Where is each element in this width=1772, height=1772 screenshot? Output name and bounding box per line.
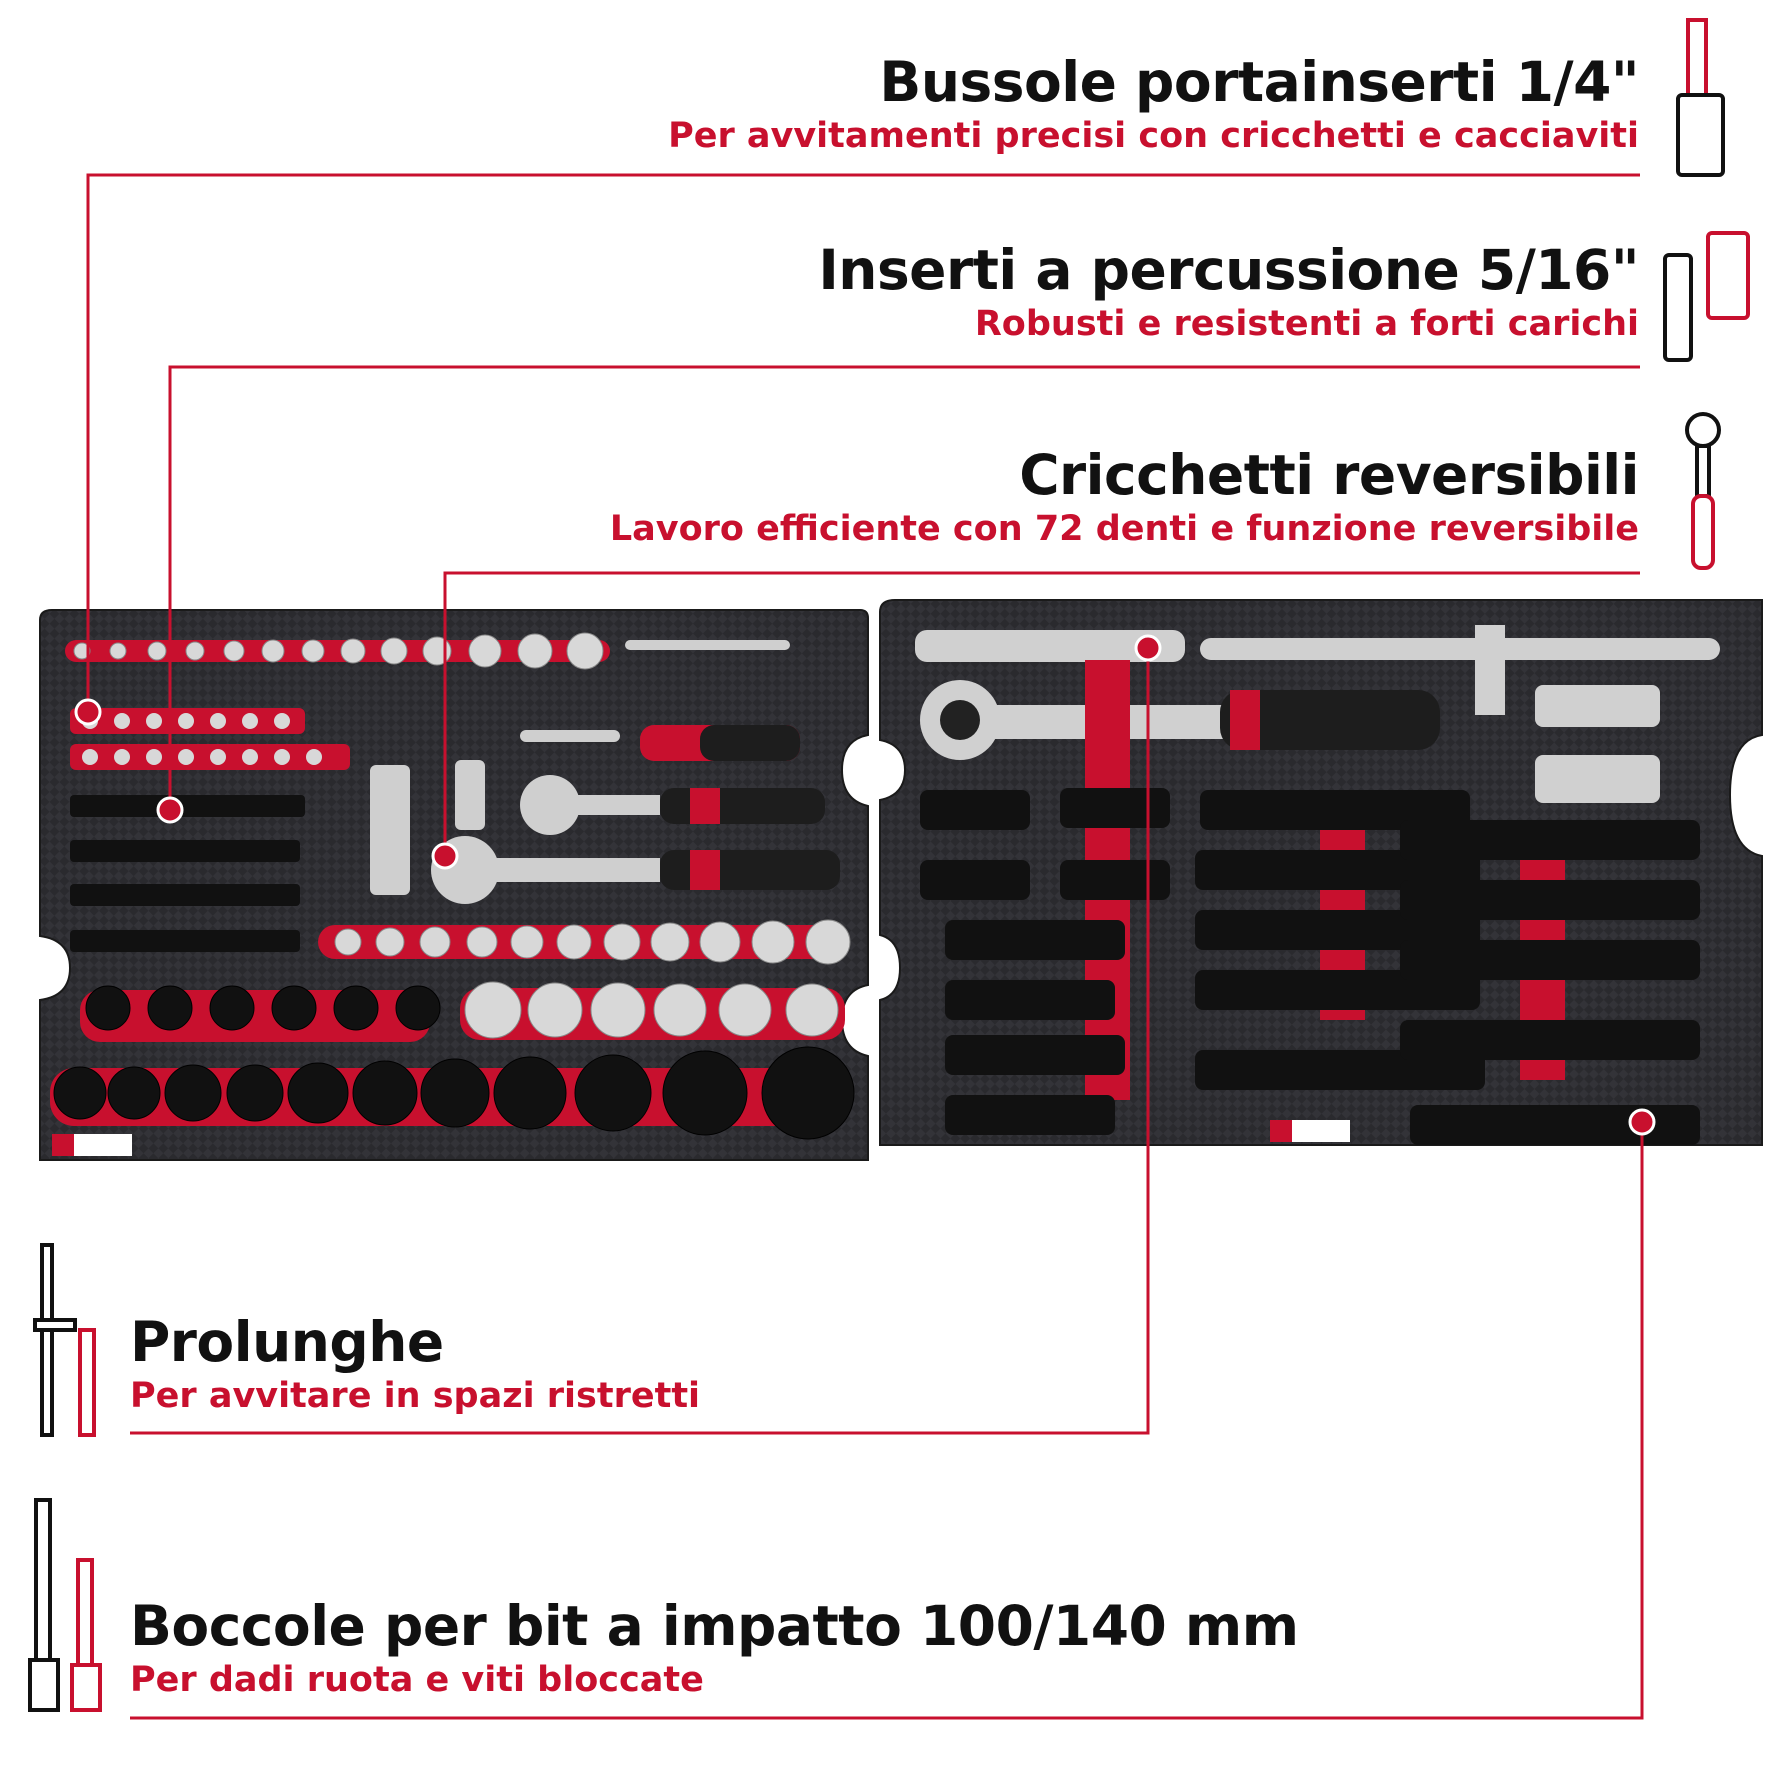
feature-subtitle: Robusti e resistenti a forti carichi — [974, 304, 1639, 344]
left-tray — [40, 610, 868, 1160]
feature-title: Boccole per bit a impatto 100/140 mm — [130, 1594, 1299, 1658]
callout-dot-4 — [1136, 636, 1160, 660]
feature-subtitle: Per dadi ruota e viti bloccate — [130, 1660, 704, 1700]
feature-impact-bit-sockets — [130, 1594, 1299, 1700]
feature-title: Inserti a percussione 5/16" — [818, 238, 1639, 302]
callout-dot-2 — [158, 798, 182, 822]
right-tray — [880, 600, 1762, 1145]
feature-subtitle: Per avvitamenti precisi con cricchetti e cacciaviti — [668, 116, 1639, 156]
bit-socket-icon — [1678, 20, 1723, 175]
feature-title: Cricchetti reversibili — [1019, 443, 1639, 507]
callout-dot-3 — [433, 844, 457, 868]
extension-icon — [35, 1245, 94, 1435]
ratchet-icon — [1687, 414, 1719, 568]
brand-logo-right: Einhell — [1296, 1121, 1346, 1138]
callout-dot-1 — [76, 700, 100, 724]
feature-title: Bussole portainserti 1/4" — [879, 50, 1639, 114]
feature-impact-bits — [818, 238, 1639, 344]
callout-dot-5 — [1630, 1110, 1654, 1134]
impact-bit-icon — [1665, 233, 1748, 360]
long-bit-socket-icon — [30, 1500, 100, 1710]
feature-bit-sockets — [668, 50, 1639, 156]
feature-subtitle: Per avvitare in spazi ristretti — [130, 1376, 701, 1416]
feature-extensions — [130, 1310, 700, 1416]
feature-ratchets — [610, 443, 1639, 549]
feature-subtitle: Lavoro efficiente con 72 denti e funzione reversibile — [609, 509, 1639, 549]
brand-logo-left: Einhell — [78, 1135, 128, 1152]
feature-title: Prolunghe — [130, 1310, 444, 1374]
